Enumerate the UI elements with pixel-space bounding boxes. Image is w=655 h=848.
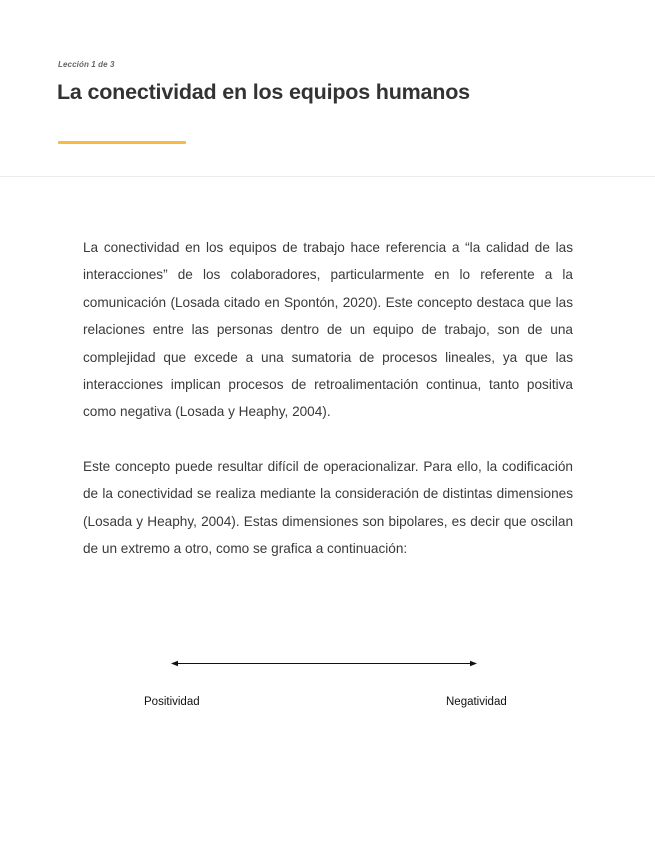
paragraph-connectivity-definition: La conectividad en los equipos de trabajo hace referencia a “la calidad de las interacciones” de los colaboradores, particularmente en lo referente a la comunicación (Losada citado en Spontón, 2020). Este concepto destaca que las relaciones entre las personas dentro de un equipo de trabajo, son de una complejidad que excede a una sumatoria de procesos lineales, ya que las interacciones implican procesos de retroalimentación continua, tanto positiva como negativa (Losada y Heaphy, 2004). — [83, 240, 573, 420]
lesson-header — [0, 0, 655, 177]
paragraph-connectivity-dimensions: Este concepto puede resultar difícil de operacionalizar. Para ello, la codificación de la conectividad se realiza mediante la consideración de distintas dimensiones (Losada y Heaphy, 2004). Estas dimensiones son bipolares, es decir que oscilan de un extremo a otro, como se grafica a continuación: — [83, 458, 573, 557]
double-headed-arrow-icon — [0, 640, 655, 690]
pole-label-positive: Positividad — [144, 696, 200, 708]
bipolar-dimension-diagram — [0, 640, 655, 730]
pole-label-negative: Negatividad — [446, 696, 507, 708]
title-accent-divider — [58, 141, 186, 144]
page-title: La conectividad en los equipos humanos — [57, 80, 470, 104]
lesson-content — [83, 234, 573, 589]
lesson-counter: Lección 1 de 3 — [58, 60, 115, 69]
